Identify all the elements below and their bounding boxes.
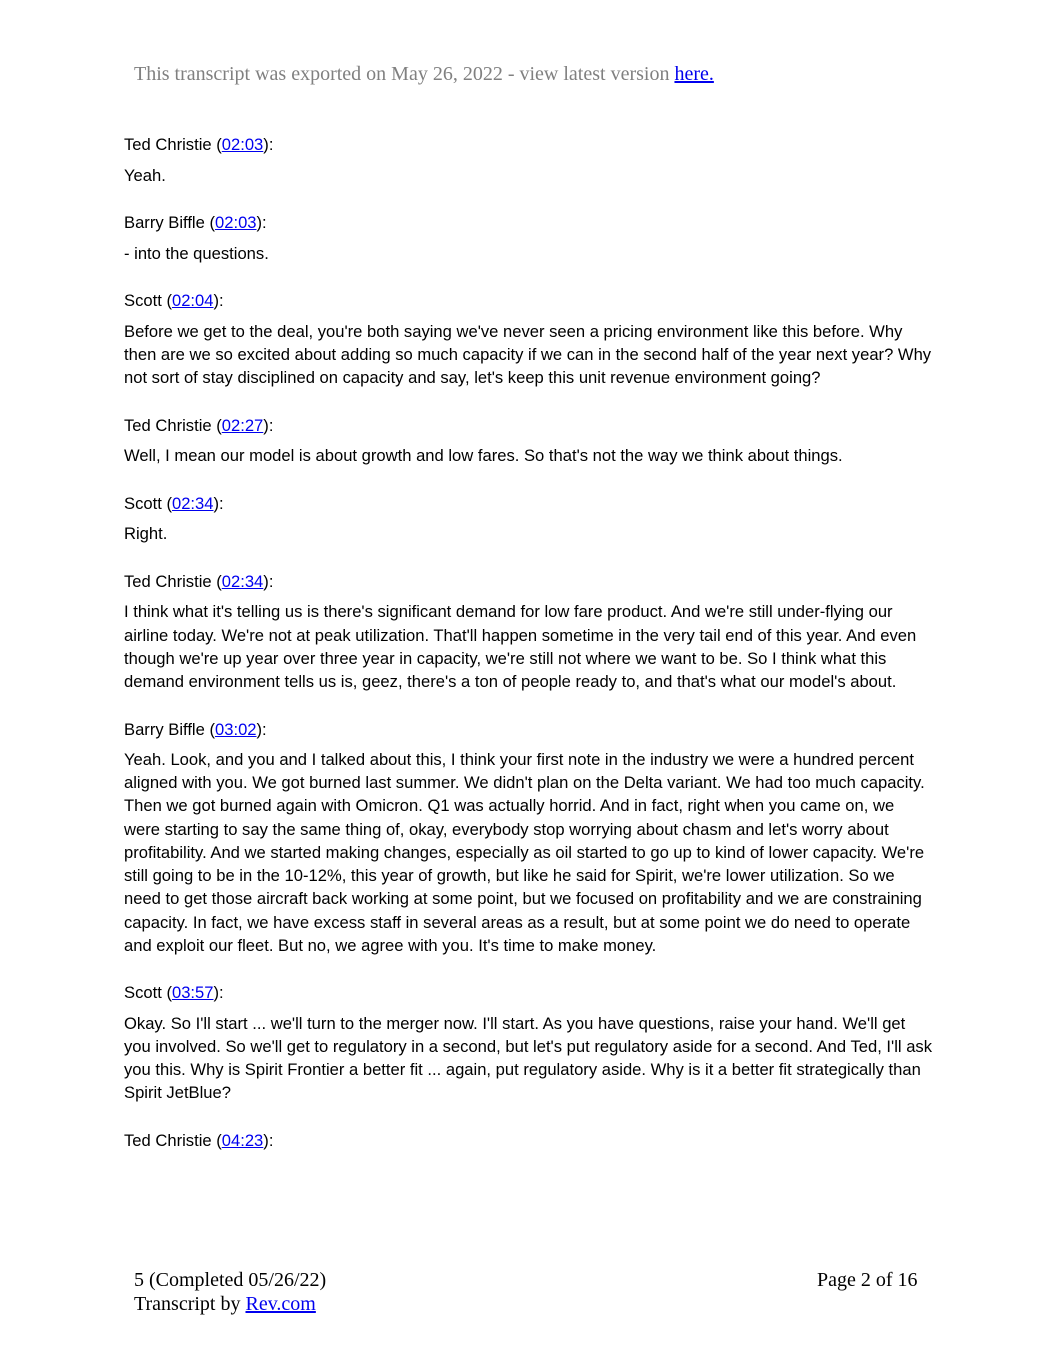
- speaker-name: Scott: [124, 983, 162, 1003]
- utterance-text: Before we get to the deal, you're both saying we've never seen a pricing environment like this before. Why then are we so excited about adding so much capacity if we can in the second half of the year next year? Why not sort of stay disciplined on capacity and say, let's keep this unit revenue environment going?: [124, 321, 932, 388]
- transcript-entry: [124, 133, 934, 187]
- speaker-line: [124, 718, 934, 741]
- paren-close: ):: [256, 719, 267, 739]
- paren-open: (: [211, 135, 222, 154]
- speaker-line: [124, 289, 934, 312]
- speaker-line: [124, 133, 934, 156]
- paren-open: (: [161, 493, 172, 513]
- transcript-entry: [124, 492, 934, 546]
- speaker-line: [124, 570, 934, 593]
- job-status: 5 (Completed 05/26/22): [134, 1269, 327, 1291]
- rev-com-link[interactable]: Rev.com: [245, 1293, 316, 1315]
- transcript-credit: [134, 1292, 326, 1316]
- speaker-line: [124, 492, 934, 515]
- speaker-name: Scott: [124, 493, 162, 513]
- timestamp-link[interactable]: 02:34: [221, 571, 264, 591]
- speaker-name: Ted Christie: [124, 571, 212, 591]
- utterance-text: Yeah.: [124, 165, 166, 185]
- timestamp-link[interactable]: 02:27: [221, 415, 264, 435]
- utterance-text: Right.: [124, 524, 168, 544]
- export-note: [134, 60, 714, 88]
- timestamp-link[interactable]: 03:02: [215, 719, 257, 739]
- transcript-entry: [124, 570, 934, 693]
- paren-close: ):: [263, 135, 274, 154]
- paren-close: ):: [263, 1131, 274, 1150]
- speaker-line: [124, 414, 934, 437]
- transcript-body: [124, 133, 934, 1177]
- speaker-name: Ted Christie: [124, 135, 212, 154]
- paren-open: (: [204, 213, 215, 233]
- paren-open: (: [211, 1131, 222, 1150]
- paren-open: (: [204, 719, 215, 739]
- paren-open: (: [161, 983, 172, 1003]
- export-note-text: This transcript was exported on May 26, 2022 - view latest version: [134, 63, 675, 85]
- timestamp-link[interactable]: 04:23: [221, 1131, 264, 1150]
- transcript-entry: [124, 981, 934, 1104]
- speaker-line: [124, 981, 934, 1004]
- utterance-text: Okay. So I'll start ... we'll turn to the merger now. I'll start. As you have questions, raise your hand. We'll get you involved. So we'll get to regulatory in a second, but let's put regulatory aside for a second. And Ted, I'll ask you this. Why is Spirit Frontier a better fit ... again, put regulatory aside. Why is it a better fit strategically than Spirit JetBlue?: [124, 1013, 933, 1103]
- timestamp-link[interactable]: 03:57: [171, 983, 214, 1003]
- utterance-text: - into the questions.: [124, 243, 269, 263]
- paren-open: (: [161, 291, 172, 311]
- timestamp-link[interactable]: 02:04: [171, 291, 214, 311]
- timestamp-link[interactable]: 02:34: [171, 493, 214, 513]
- utterance-text: Yeah. Look, and you and I talked about this, I think your first note in the industry we were a hundred percent aligned with you. We got burned last summer. We didn't plan on the Delta variant. We had too much capacity. Then we got burned again with Omicron. Q1 was actually horrid. And in fact, right when you came on, we were starting to say the same thing of, okay, everybody stop worrying about chasm and let's worry about profitability. And we started making changes, especially as oil started to go up to kind of lower capacity. We're still going to be in the 10-12%, this year of growth, but like he said for Spirit, we're lower utilization. So we need to get those aircraft back working at some point, but we focused on profitability and we are constraining capacity. In fact, we have excess staff in several areas as a result, but at some point we do need to operate and exploit our fleet. But no, we agree with you. It's time to make money.: [124, 750, 925, 955]
- paren-open: (: [211, 415, 222, 435]
- utterance-text: Well, I mean our model is about growth and low fares. So that's not the way we think about things.: [124, 446, 843, 466]
- transcript-entry: [124, 1129, 934, 1152]
- speaker-name: Ted Christie: [124, 1131, 212, 1150]
- transcript-entry: [124, 211, 934, 265]
- speaker-name: Barry Biffle: [124, 719, 205, 739]
- transcript-entry: [124, 289, 934, 389]
- latest-version-link[interactable]: here.: [674, 63, 714, 85]
- paren-close: ):: [263, 571, 274, 591]
- paren-close: ):: [213, 291, 224, 311]
- paren-close: ):: [256, 213, 267, 233]
- timestamp-link[interactable]: 02:03: [221, 135, 264, 154]
- paren-close: ):: [263, 415, 274, 435]
- paren-open: (: [211, 571, 222, 591]
- speaker-name: Barry Biffle: [124, 213, 205, 233]
- paren-close: ):: [213, 983, 224, 1003]
- transcript-entry: [124, 414, 934, 468]
- transcript-by-label: Transcript by: [134, 1293, 246, 1315]
- speaker-name: Scott: [124, 291, 162, 311]
- speaker-name: Ted Christie: [124, 415, 212, 435]
- speaker-line: [124, 211, 934, 234]
- timestamp-link[interactable]: 02:03: [215, 213, 257, 233]
- speaker-line: [124, 1129, 934, 1152]
- page-number: Page 2 of 16: [817, 1269, 918, 1291]
- utterance-text: I think what it's telling us is there's significant demand for low fare product. And we're still under-flying our airline today. We're not at peak utilization. That'll happen sometime in the very tail end of this year. And even though we're up year over three year in capacity, we're still not where we want to be. So I think what this demand environment tells us is, geez, there's a ton of people ready to, and that's what our model's about.: [124, 602, 917, 691]
- footer-left: [134, 1268, 326, 1316]
- paren-close: ):: [213, 493, 224, 513]
- transcript-entry: [124, 718, 934, 957]
